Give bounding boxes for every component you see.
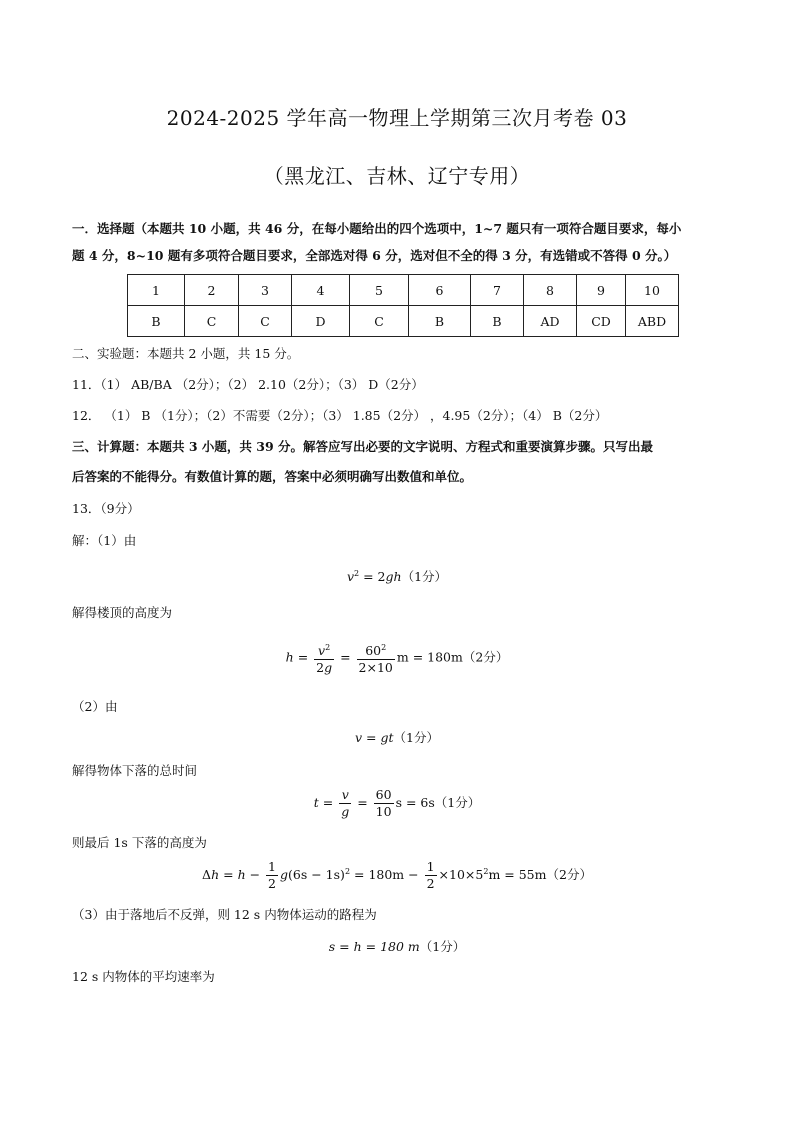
question-13-header: 13．（9分） <box>72 501 140 516</box>
average-speed-text: 12 s 内物体的平均速率为 <box>72 969 215 984</box>
section2-heading: 二、实验题：本题共 2 小题，共 15 分。 <box>72 346 300 361</box>
part1-intro: 解：（1）由 <box>72 533 137 548</box>
question-number-cell: 9 <box>577 275 626 306</box>
answer-cell: C <box>350 306 409 337</box>
equation-v2-2gh: $v^2 = 2gh(1$分） <box>346 568 448 584</box>
answer-table-numbers-row <box>128 275 679 306</box>
document-title: 2024-2025 学年高一物理上学期第三次月考卷 03 <box>166 106 628 130</box>
eq6-score: （1分） <box>419 939 466 954</box>
question-number-cell: 3 <box>239 275 292 306</box>
answer-cell: C <box>185 306 239 337</box>
equation-v-gt: v = gt（1分） <box>355 730 439 745</box>
question-number-cell: 2 <box>185 275 239 306</box>
question-number-cell: 5 <box>350 275 409 306</box>
question-number-cell: 10 <box>626 275 679 306</box>
question-number-cell: 1 <box>128 275 185 306</box>
section1-instructions-line1: 一．选择题（本题共 10 小题，共 46 分，在每小题给出的四个选项中，1~7 题只有一项符合题目要求，每小 <box>72 221 682 236</box>
answer-cell: C <box>239 306 292 337</box>
section1-instructions-line2: 题 4 分，8~10 题有多项符合题目要求，全部选对得 6 分，选对但不全的得 3 分，有选错或不答得 0 分。） <box>72 248 677 263</box>
question-number-cell: 7 <box>471 275 524 306</box>
section3-instructions-line1: 三、计算题：本题共 3 小题，共 39 分。解答应写出必要的文字说明、方程式和重要演算步骤。只写出最 <box>72 439 654 454</box>
question-11-answer: 11．（1） AB/BA （2分）；（2） 2.10（2分）；（3） D（2分） <box>72 377 424 392</box>
answer-cell: ABD <box>626 306 679 337</box>
eq4-score: （1分） <box>434 795 481 810</box>
answer-cell: D <box>292 306 350 337</box>
eq5-score: （2分） <box>546 867 592 882</box>
answer-cell: B <box>471 306 524 337</box>
height-text: 解得楼顶的高度为 <box>72 605 173 620</box>
question-12-answer: 12． （1） B （1分）；（2）不需要（2分）；（3） 1.85（2分） ，4.95（2分）；（4） B（2分） <box>72 408 608 423</box>
question-number-cell: 8 <box>524 275 577 306</box>
question-number-cell: 6 <box>409 275 471 306</box>
equation-distance <box>0 937 794 955</box>
section3-instructions-line2: 后答案的不能得分。有数值计算的题，答案中必须明确写出数值和单位。 <box>72 469 473 484</box>
equation-time: t = $\frac{v}{g}$ = $\frac{60}{10}$ s = 6s（1分） <box>313 787 481 819</box>
answer-cell: CD <box>577 306 626 337</box>
part3-text: （3）由于落地后不反弹，则 12 s 内物体运动的路程为 <box>72 907 377 922</box>
answer-cell: AD <box>524 306 577 337</box>
eq1-score: （1分） <box>401 569 448 584</box>
eq2-score: （2分） <box>462 649 509 665</box>
answer-table <box>127 274 679 337</box>
answer-table-answers-row <box>128 306 679 337</box>
equation-delta-h: Δh = h − $\frac{1}{2}$ $g(6s - 1s)^2 = 180m$ − $\frac{1}{2}$ $\times 10\times 5^2m = 55m(2$分） <box>202 859 592 891</box>
time-text: 解得物体下落的总时间 <box>72 763 198 778</box>
last-second-text: 则最后 1s 下落的高度为 <box>72 835 207 850</box>
question-number-cell: 4 <box>292 275 350 306</box>
document-subtitle: （黑龙江、吉林、辽宁专用） <box>263 164 531 188</box>
answer-cell: B <box>128 306 185 337</box>
eq6-text: s = h = 180 m <box>328 939 420 954</box>
equation-height: h = $\frac{v^2}{2g}$ = $\frac{60^2}{2\times 10}$ m = 180m（2分） <box>0 640 794 676</box>
eq3-score: （1分） <box>393 730 439 745</box>
answer-cell: B <box>409 306 471 337</box>
part2-intro: （2）由 <box>72 699 118 714</box>
